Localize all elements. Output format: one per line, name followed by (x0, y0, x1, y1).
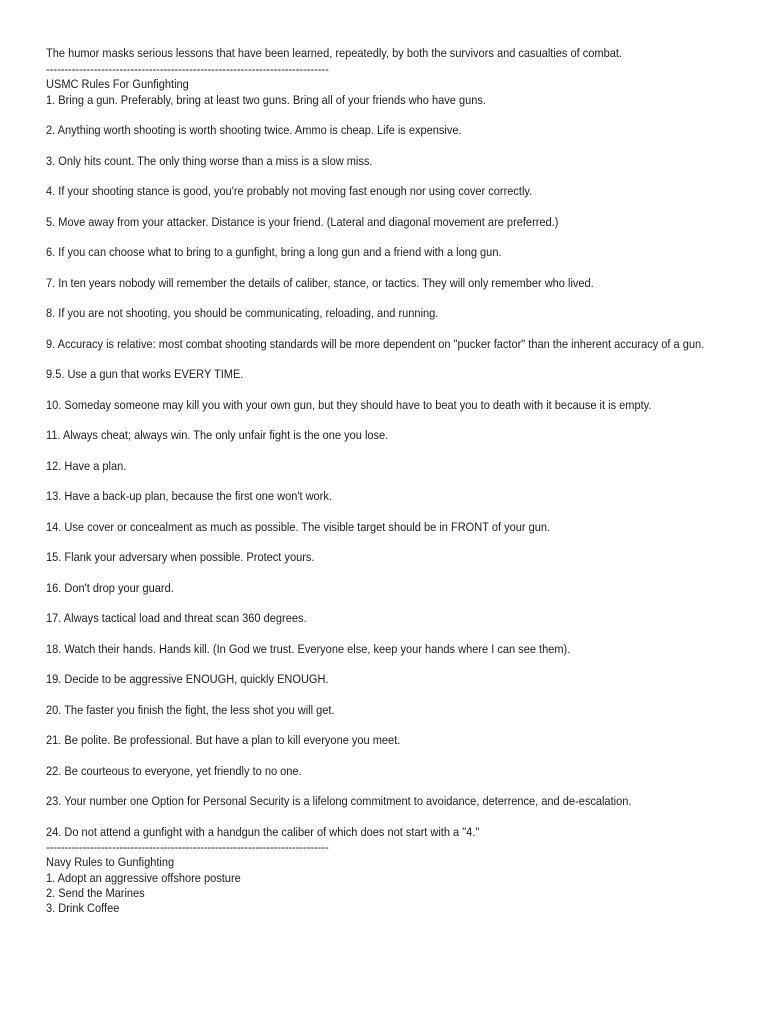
usmc-rule: 6. If you can choose what to bring to a gunfight, bring a long gun and a friend with a long gun. (46, 245, 502, 259)
usmc-rule: 23. Your number one Option for Personal Security is a lifelong commitment to avoidance, deterrence, and de-escalation. (46, 794, 632, 808)
usmc-rule: 22. Be courteous to everyone, yet friendly to no one. (46, 764, 302, 778)
divider: ----------------------------------------------------------------------------- (46, 840, 329, 854)
usmc-rule: 17. Always tactical load and threat scan 360 degrees. (46, 611, 307, 625)
navy-rule: 3. Drink Coffee (46, 901, 120, 915)
usmc-rule: 4. If your shooting stance is good, you're probably not moving fast enough nor using cover correctly. (46, 184, 533, 198)
usmc-rule: 24. Do not attend a gunfight with a handgun the caliber of which does not start with a "4." (46, 825, 480, 839)
divider: ----------------------------------------------------------------------------- (46, 62, 329, 76)
usmc-rule: 21. Be polite. Be professional. But have a plan to kill everyone you meet. (46, 733, 401, 747)
usmc-rule: 15. Flank your adversary when possible. Protect yours. (46, 550, 315, 564)
navy-heading: Navy Rules to Gunfighting (46, 855, 175, 869)
usmc-rule: 8. If you are not shooting, you should be communicating, reloading, and running. (46, 306, 439, 320)
usmc-rule: 2. Anything worth shooting is worth shooting twice. Ammo is cheap. Life is expensive. (46, 123, 462, 137)
usmc-rule: 11. Always cheat; always win. The only unfair fight is the one you lose. (46, 428, 389, 442)
intro-text: The humor masks serious lessons that have been learned, repeatedly, by both the survivors and casualties of combat. (46, 46, 622, 60)
usmc-rule: 16. Don't drop your guard. (46, 581, 174, 595)
usmc-rule: 7. In ten years nobody will remember the details of caliber, stance, or tactics. They will only remember who lived. (46, 276, 594, 290)
usmc-rule: 3. Only hits count. The only thing worse than a miss is a slow miss. (46, 154, 373, 168)
usmc-rule: 19. Decide to be aggressive ENOUGH, quickly ENOUGH. (46, 672, 329, 686)
usmc-rule: 13. Have a back-up plan, because the first one won't work. (46, 489, 332, 503)
usmc-rule: 14. Use cover or concealment as much as possible. The visible target should be in FRONT of your gun. (46, 520, 551, 534)
usmc-rule: 9.5. Use a gun that works EVERY TIME. (46, 367, 244, 381)
usmc-rule: 18. Watch their hands. Hands kill. (In God we trust. Everyone else, keep your hands where I can see them). (46, 642, 571, 656)
navy-rule: 2. Send the Marines (46, 886, 145, 900)
usmc-rule: 9. Accuracy is relative: most combat shooting standards will be more dependent on "pucker factor" than the inherent accuracy of a gun. (46, 337, 705, 351)
usmc-rule: 12. Have a plan. (46, 459, 127, 473)
usmc-heading: USMC Rules For Gunfighting (46, 77, 189, 91)
usmc-rule: 1. Bring a gun. Preferably, bring at least two guns. Bring all of your friends who have guns. (46, 93, 486, 107)
usmc-rule: 20. The faster you finish the fight, the less shot you will get. (46, 703, 335, 717)
usmc-rule: 10. Someday someone may kill you with your own gun, but they should have to beat you to death with it because it is empty. (46, 398, 652, 412)
navy-rule: 1. Adopt an aggressive offshore posture (46, 871, 241, 885)
usmc-rule: 5. Move away from your attacker. Distance is your friend. (Lateral and diagonal movement are preferred.) (46, 215, 559, 229)
